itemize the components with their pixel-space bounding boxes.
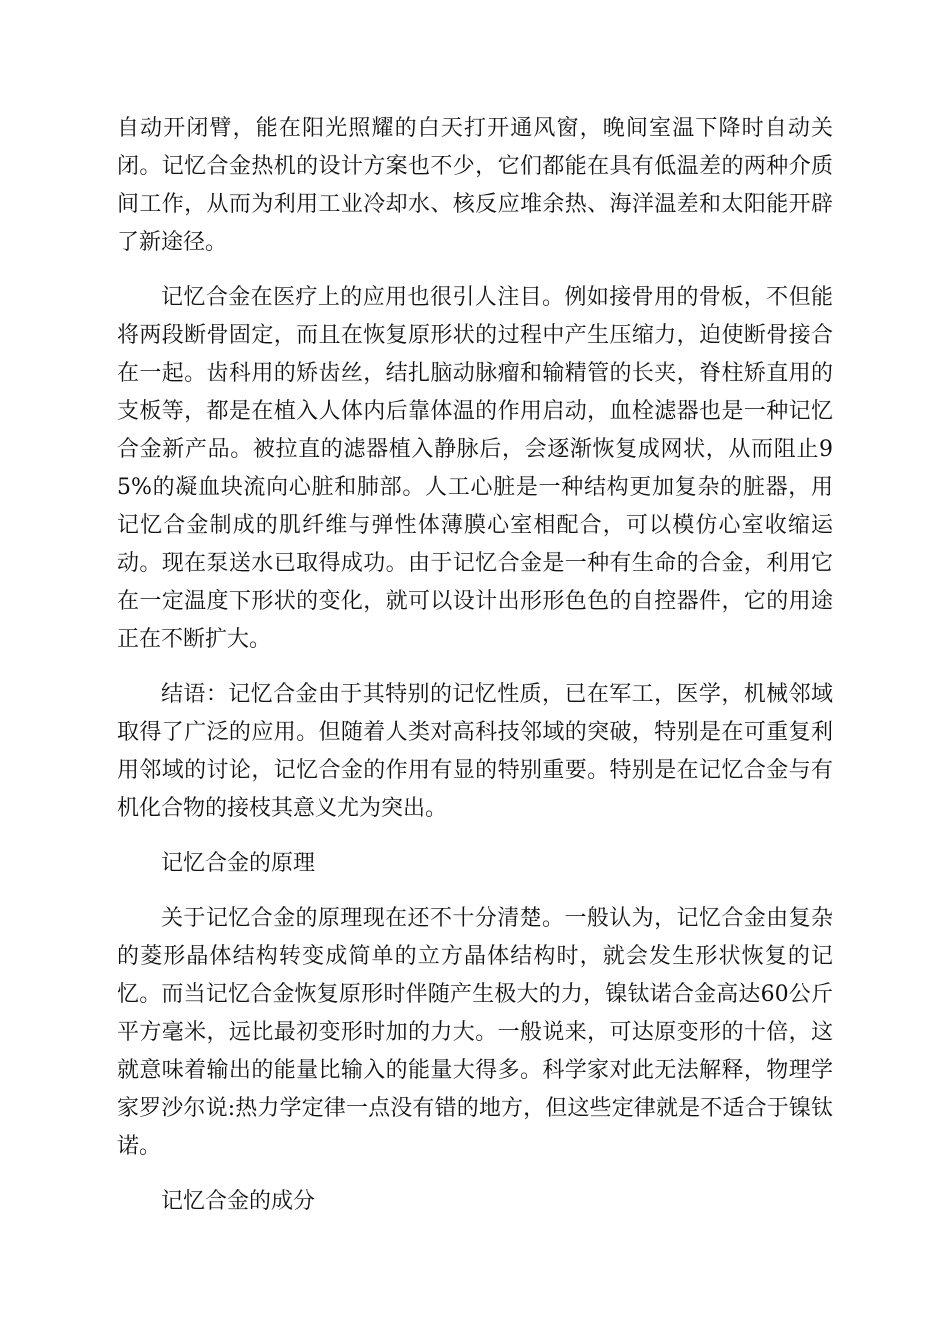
document-body — [117, 110, 833, 1221]
section-heading-composition: 记忆合金的成分 — [161, 1189, 316, 1214]
section-heading-principle: 记忆合金的原理 — [161, 851, 316, 876]
paragraph-principle: 关于记忆合金的原理现在还不十分清楚。一般认为，记忆合金由复杂的菱形晶体结构转变成简单的立方晶体结构时，就会发生形状恢复的记忆。而当记忆合金恢复原形时伴随产生极大的力，镍钛诺合金高达60公斤平方毫米，远比最初变形时加的力大。一般说来，可达原变形的十倍，这就意味着输出的能量比输入的能量大得多。科学家对此无法解释，物理学家罗沙尔说:热力学定律一点没有错的地方，但这些定律就是不适合于镍钛诺。 — [117, 906, 833, 1159]
paragraph-conclusion: 结语：记忆合金由于其特别的记忆性质，已在军工，医学，机械邻域取得了广泛的应用。但随着人类对高科技邻域的突破，特别是在可重复利用邻域的讨论，记忆合金的作用有显的特别重要。特别是在记忆合金与有机化合物的接枝其意义尤为突出。 — [117, 682, 833, 821]
paragraph-medical-applications: 记忆合金在医疗上的应用也很引人注目。例如接骨用的骨板，不但能将两段断骨固定，而且在恢复原形状的过程中产生压缩力，迫使断骨接合在一起。齿科用的矫齿丝，结扎脑动脉瘤和输精管的长夹，脊柱矫直用的支板等，都是在植入人体内后靠体温的作用启动，血栓滤器也是一种记忆合金新产品。被拉直的滤器植入静脉后，会逐渐恢复成网状，从而阻止95%的凝血块流向心脏和肺部。人工心脏是一种结构更加复杂的脏器，用记忆合金制成的肌纤维与弹性体薄膜心室相配合，可以模仿心室收缩运动。现在泵送水已取得成功。由于记忆合金是一种有生命的合金，利用它在一定温度下形状的变化，就可以设计出形形色色的自控器件，它的用途正在不断扩大。 — [117, 285, 833, 652]
paragraph-continuation: 自动开闭臂，能在阳光照耀的白天打开通风窗，晚间室温下降时自动关闭。记忆合金热机的设计方案也不少，它们都能在具有低温差的两种介质间工作，从而为利用工业冷却水、核反应堆余热、海洋温差和太阳能开辟了新途径。 — [117, 116, 833, 255]
